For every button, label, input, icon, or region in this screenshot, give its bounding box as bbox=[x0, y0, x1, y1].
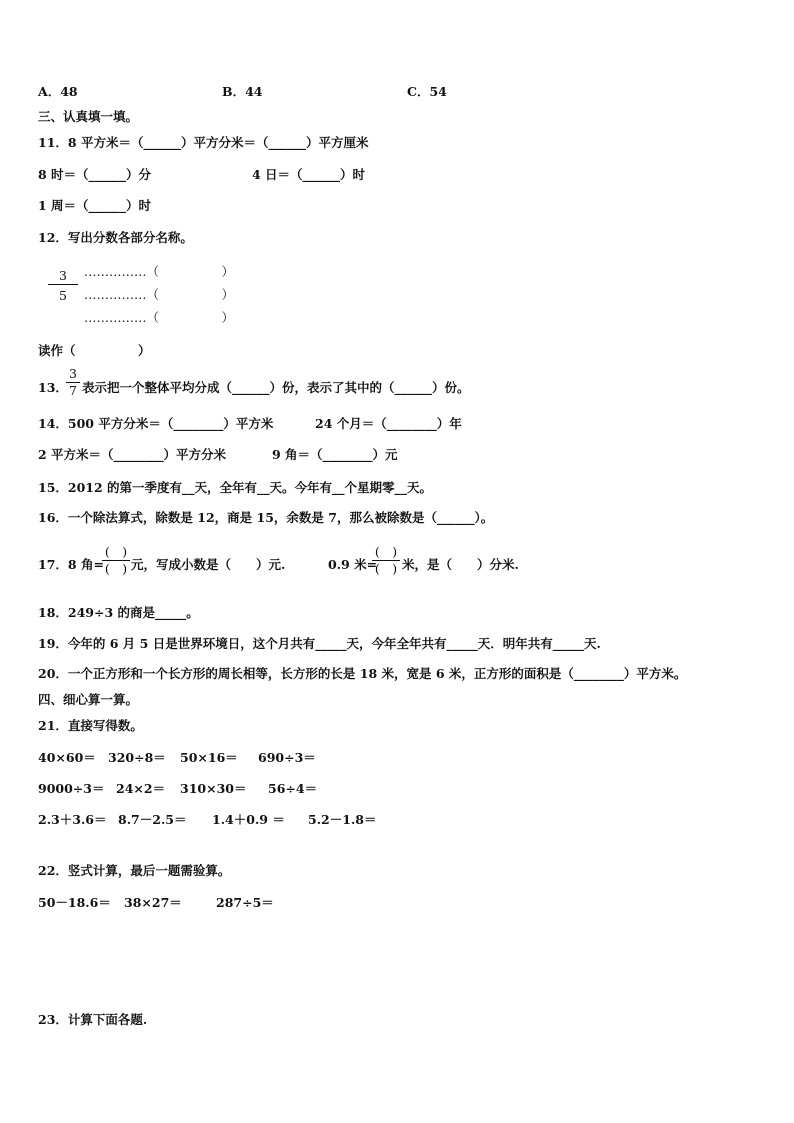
calc-item: 2.3＋3.6＝ bbox=[38, 812, 107, 827]
question-13-number: 13． bbox=[38, 380, 68, 395]
question-17-prefix: 17．8 角= bbox=[38, 557, 104, 572]
question-22-title: 22．竖式计算，最后一题需验算。 bbox=[38, 863, 231, 878]
question-11-line-2a: 8 时＝（______）分 bbox=[38, 167, 152, 182]
question-13-fraction bbox=[66, 367, 80, 398]
fraction-denominator: 7 bbox=[69, 383, 77, 398]
question-17-fraction-a bbox=[102, 545, 130, 576]
vertical-calc-item: 287÷5＝ bbox=[216, 895, 274, 910]
question-14-line-1a: 14．500 平方分米＝（________）平方米 bbox=[38, 416, 274, 431]
question-11-line-3: 1 周＝（______）时 bbox=[38, 198, 152, 213]
question-21-title: 21．直接写得数。 bbox=[38, 718, 143, 733]
question-12-fraction bbox=[48, 269, 78, 303]
fraction-bar bbox=[48, 284, 78, 285]
question-17-middle-b: 米，是（ ）分米. bbox=[402, 557, 519, 572]
fraction-denominator: ( ) bbox=[374, 561, 398, 576]
section-3-heading: 三、认真填一填。 bbox=[38, 109, 139, 124]
question-19: 19．今年的 6 月 5 日是世界环境日，这个月共有_____天，今年全年共有_____天．明年共有_____天. bbox=[38, 636, 601, 651]
question-23-title: 23．计算下面各题. bbox=[38, 1012, 148, 1027]
calc-item: 310×30＝ bbox=[180, 781, 247, 796]
vertical-calc-item: 38×27＝ bbox=[124, 895, 182, 910]
fraction-denominator: 5 bbox=[59, 288, 67, 303]
question-18: 18．249÷3 的商是_____。 bbox=[38, 605, 199, 620]
question-11-line-2b: 4 日＝（______）时 bbox=[252, 167, 366, 182]
denominator-label-row: ……………（ ） bbox=[84, 310, 235, 325]
read-as-line: 读作（ ） bbox=[38, 343, 151, 358]
calc-item: 5.2－1.8＝ bbox=[308, 812, 377, 827]
question-11-line-1: 11．8 平方米＝（______）平方分米＝（______）平方厘米 bbox=[38, 135, 369, 150]
option-b: B．44 bbox=[222, 84, 263, 99]
calc-item: 1.4＋0.9 ＝ bbox=[212, 812, 285, 827]
question-17-prefix-b: 0.9 米= bbox=[328, 557, 378, 572]
calc-item: 320÷8＝ bbox=[108, 750, 166, 765]
fraction-numerator: 3 bbox=[59, 268, 67, 283]
fraction-numerator: ( ) bbox=[374, 544, 398, 559]
section-4-heading: 四、细心算一算。 bbox=[38, 692, 139, 707]
question-15: 15．2012 的第一季度有__天，全年有__天。今年有__个星期零__天。 bbox=[38, 480, 433, 495]
option-c: C．54 bbox=[407, 84, 447, 99]
question-16: 16．一个除法算式，除数是 12，商是 15，余数是 7，那么被除数是（______）。 bbox=[38, 510, 494, 525]
calc-item: 50×16＝ bbox=[180, 750, 238, 765]
vertical-calc-item: 50－18.6＝ bbox=[38, 895, 111, 910]
fraction-numerator: ( ) bbox=[104, 544, 128, 559]
question-14-line-2a: 2 平方米＝（________）平方分米 bbox=[38, 447, 227, 462]
numerator-label-row: ……………（ ） bbox=[84, 264, 235, 279]
question-14-line-2b: 9 角＝（________）元 bbox=[272, 447, 398, 462]
option-a: A．48 bbox=[38, 84, 78, 99]
calc-item: 24×2＝ bbox=[116, 781, 166, 796]
question-12-title: 12．写出分数各部分名称。 bbox=[38, 230, 193, 245]
calc-item: 56÷4＝ bbox=[268, 781, 318, 796]
calc-item: 40×60＝ bbox=[38, 750, 96, 765]
fraction-denominator: ( ) bbox=[104, 561, 128, 576]
question-17-middle-a: 元，写成小数是（ ）元. bbox=[131, 557, 286, 572]
fraction-bar-label-row: ……………（ ） bbox=[84, 287, 235, 302]
calc-item: 9000÷3＝ bbox=[38, 781, 105, 796]
question-13-text: 表示把一个整体平均分成（______）份，表示了其中的（______）份。 bbox=[82, 380, 470, 395]
question-14-line-1b: 24 个月＝（________）年 bbox=[315, 416, 462, 431]
fraction-numerator: 3 bbox=[69, 366, 77, 381]
question-20: 20．一个正方形和一个长方形的周长相等，长方形的长是 18 米，宽是 6 米，正方形的面积是（________）平方米。 bbox=[38, 666, 687, 681]
calc-item: 690÷3＝ bbox=[258, 750, 316, 765]
question-17-fraction-b bbox=[372, 545, 400, 576]
calc-item: 8.7－2.5＝ bbox=[118, 812, 187, 827]
